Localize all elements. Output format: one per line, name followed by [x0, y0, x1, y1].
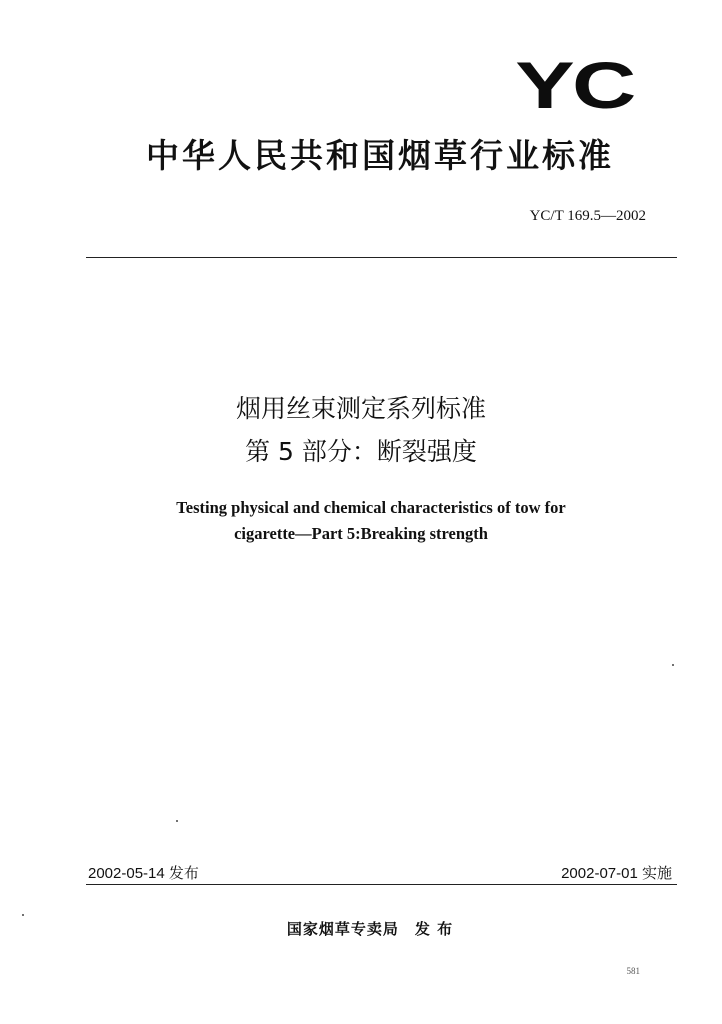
issuing-authority: 国家烟草专卖局 发 布 [286, 920, 454, 938]
scan-speck [672, 664, 674, 666]
page-number: 581 [626, 966, 640, 976]
english-title-line-1: Testing physical and chemical characteristics of tow for [176, 498, 566, 517]
implementation-date: 2002-07-01 实施 [561, 865, 672, 882]
top-divider [86, 257, 677, 258]
standard-number: YC/T 169.5—2002 [529, 208, 646, 224]
yc-logo: YC [515, 48, 634, 122]
scan-speck [176, 820, 178, 822]
english-title-line-2: cigarette—Part 5:Breaking strength [234, 524, 488, 543]
scan-speck [22, 914, 24, 916]
chinese-title-line-2: 第 5 部分：断裂强度 [245, 437, 477, 466]
bottom-divider [86, 884, 677, 885]
organization-title: 中华人民共和国烟草行业标准 [146, 136, 614, 175]
chinese-title-line-1: 烟用丝束测定系列标准 [235, 394, 486, 423]
issue-date: 2002-05-14 发布 [88, 865, 199, 882]
